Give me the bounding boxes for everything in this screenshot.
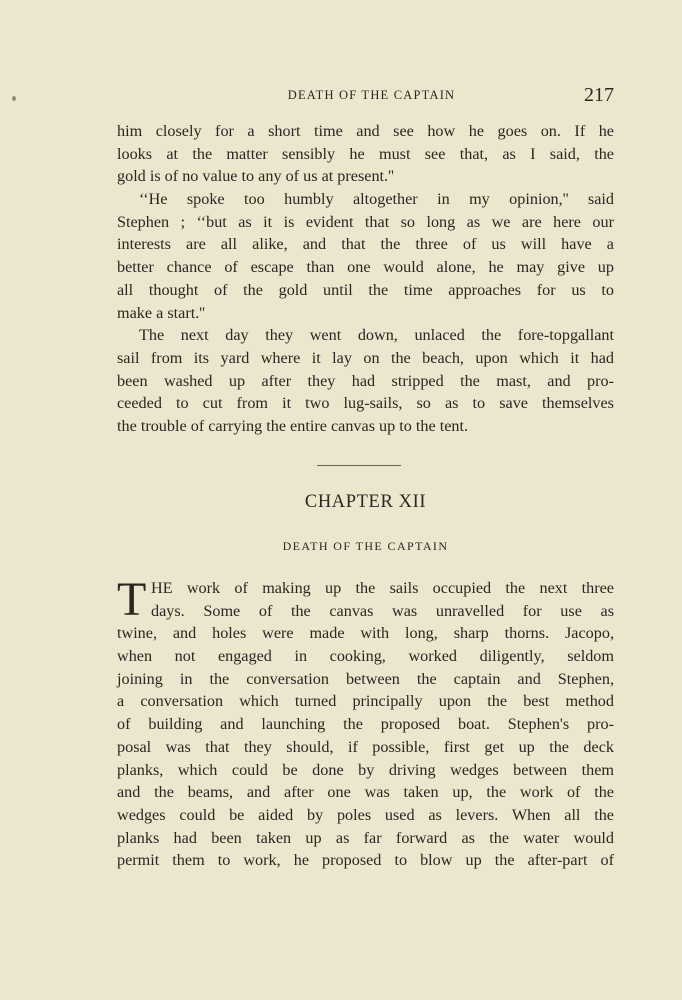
drop-cap: T	[117, 573, 147, 626]
paper-speck	[12, 96, 16, 101]
text-line: a conversation which turned principally upon the best method	[117, 692, 614, 711]
text-line: ceeded to cut from it two lug-sails, so as to save themselves	[117, 394, 614, 413]
text-line: twine, and holes were made with long, sharp thorns. Jacopo,	[117, 624, 614, 643]
running-title: DEATH OF THE CAPTAIN	[287, 88, 456, 102]
text-line: interests are all alike, and that the three of us will have a	[117, 235, 614, 254]
text-line: been washed up after they had stripped the mast, and pro-	[117, 371, 614, 390]
chapter-text	[117, 573, 614, 872]
text-line: sail from its yard where it lay on the beach, upon which it had	[117, 348, 614, 367]
text-line: when not engaged in cooking, worked diligently, seldom	[117, 647, 614, 666]
text-line: wedges could be aided by poles used as levers. When all the	[117, 805, 614, 824]
text-line: all thought of the gold until the time approaches for us to	[117, 280, 614, 299]
page-number: 217	[584, 84, 614, 106]
text-line: posal was that they should, if possible, first get up the deck	[117, 737, 614, 756]
section-divider	[317, 465, 401, 466]
running-head	[117, 84, 614, 108]
text-line: make a start.''	[117, 303, 206, 322]
text-line: and the beams, and after one was taken up, the work of the	[117, 783, 614, 802]
text-line: better chance of escape than one would alone, he may give up	[117, 258, 614, 277]
text-line: Stephen ; ‘‘but as it is evident that so long as we are here our	[117, 212, 614, 231]
text-line: The next day they went down, unlaced the fore-topgallant	[139, 326, 614, 345]
continued-text	[117, 120, 614, 438]
text-line: the trouble of carrying the entire canvas up to the tent.	[117, 416, 469, 435]
text-line: days. Some of the canvas was unravelled for use as	[151, 601, 614, 620]
text-line: joining in the conversation between the captain and Stephen,	[117, 669, 614, 688]
text-line: of building and launching the proposed boat. Stephen's pro-	[117, 715, 614, 734]
chapter-subtitle: DEATH OF THE CAPTAIN	[282, 539, 449, 553]
text-line: ‘‘He spoke too humbly altogether in my opinion,'' said	[139, 190, 614, 209]
chapter-title: CHAPTER XII	[304, 492, 427, 512]
text-line: gold is of no value to any of us at present.''	[117, 167, 394, 186]
text-line: him closely for a short time and see how he goes on. If he	[117, 122, 614, 140]
text-line: permit them to work, he proposed to blow up the after-part of	[117, 851, 614, 870]
text-line: planks had been taken up as far forward as the water would	[117, 828, 614, 847]
text-line: HE work of making up the sails occupied the next three	[151, 579, 614, 597]
text-line: planks, which could be done by driving wedges between them	[117, 760, 614, 779]
text-line: looks at the matter sensibly he must see that, as I said, the	[117, 144, 614, 163]
